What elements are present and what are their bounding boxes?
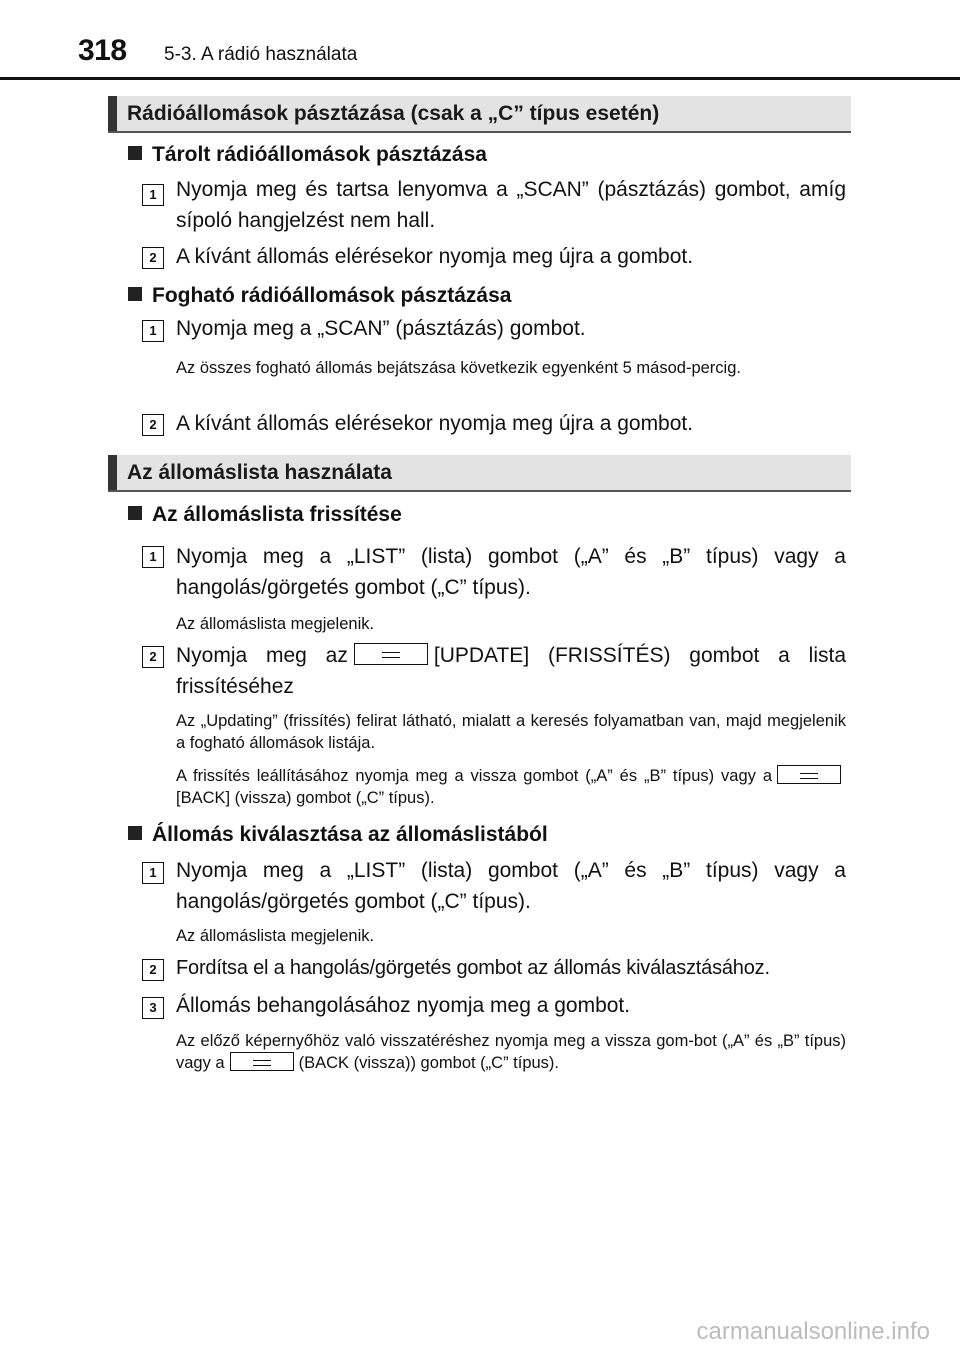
step-text: A kívánt állomás elérésekor nyomja meg újra a gombot. [176,245,694,268]
note-text-part: (BACK (vissza)) gombot („C” típus). [298,1054,559,1072]
step-number-box: 1 [142,862,164,884]
note-text-part: [BACK] (vissza) gombot („C” típus). [176,789,435,807]
subsection-heading [128,823,548,847]
step-number-box: 3 [142,997,164,1019]
square-bullet-icon [128,826,142,840]
button-glyph [382,652,400,658]
watermark: carmanualsonline.info [696,1318,930,1345]
note-text-part: A frissítés leállításához nyomja meg a vissza gombot („A” és „B” típus) vagy a [176,767,772,785]
step-text-part: [UPDATE] (FRISSÍTÉS) gombot a lista frissítéséhez [176,644,846,698]
step-number-box: 2 [142,959,164,981]
subsection-heading [128,143,487,167]
square-bullet-icon [128,287,142,301]
step-text-with-button [176,640,846,702]
step-note: Az összes fogható állomás bejátszása következik egyenként 5 másod-percig. [176,359,741,377]
step-number-box: 1 [142,320,164,342]
step-note: Az állomáslista megjelenik. [176,927,375,945]
step-note: Az állomáslista megjelenik. [176,615,375,633]
button-glyph [253,1060,271,1066]
step-number-box: 2 [142,646,164,668]
step-number-box: 2 [142,414,164,436]
section-heading-station-list [108,455,851,492]
page-number: 318 [78,34,127,67]
subsection-title: Állomás kiválasztása az állomáslistából [152,823,548,846]
step-text: Fordítsa el a hangolás/görgetés gombot az állomás kiválasztásához. [176,957,770,979]
chapter-title: 5-3. A rádió használata [164,44,358,65]
step-note: Az „Updating” (frissítés) felirat látható, mialatt a keresés folyamatban van, majd megjelenik a fogható állomások listája. [176,712,846,752]
section-title: Az állomáslista használata [127,461,392,484]
subsection-heading [128,284,511,308]
header-rule [0,77,960,80]
subsection-title: Az állomáslista frissítése [152,503,402,526]
step-number-box: 1 [142,546,164,568]
step-text: Állomás behangolásához nyomja meg a gombot. [176,994,631,1017]
button-glyph [800,773,818,779]
screen-button-icon [230,1052,294,1071]
section-marker [108,96,117,131]
page-header [0,0,960,80]
subsection-heading [128,503,402,527]
section-marker [108,455,117,490]
subsection-title: Fogható rádióállomások pásztázása [152,284,512,307]
square-bullet-icon [128,506,142,520]
step-text: A kívánt állomás elérésekor nyomja meg újra a gombot. [176,412,694,435]
section-title: Rádióállomások pásztázása (csak a „C” típus esetén) [127,102,660,125]
section-heading-scan [108,96,851,133]
subsection-title: Tárolt rádióállomások pásztázása [152,143,487,166]
step-text: Nyomja meg a „LIST” (lista) gombot („A” és „B” típus) vagy a hangolás/görgetés gombot („C” típus). [176,859,846,913]
step-text: Nyomja meg a „LIST” (lista) gombot („A” és „B” típus) vagy a hangolás/görgetés gombot („C” típus). [176,545,846,599]
step-text: Nyomja meg a „SCAN” (pásztázás) gombot. [176,317,586,340]
step-text: Nyomja meg és tartsa lenyomva a „SCAN” (pásztázás) gombot, amíg sípoló hangjelzést nem hall. [176,178,846,232]
step-number-box: 1 [142,184,164,206]
screen-button-icon [354,643,428,665]
step-text-part: Nyomja meg az [176,644,348,667]
step-note-with-button [176,765,846,809]
step-number-box: 2 [142,247,164,269]
square-bullet-icon [128,146,142,160]
note-text-part: Az előző képernyőhöz való visszatéréshez nyomja meg a vissza gom-bot („A” és „B” típus) vagy a [176,1032,846,1072]
screen-button-icon [777,765,841,784]
step-note-with-button [176,1030,846,1074]
